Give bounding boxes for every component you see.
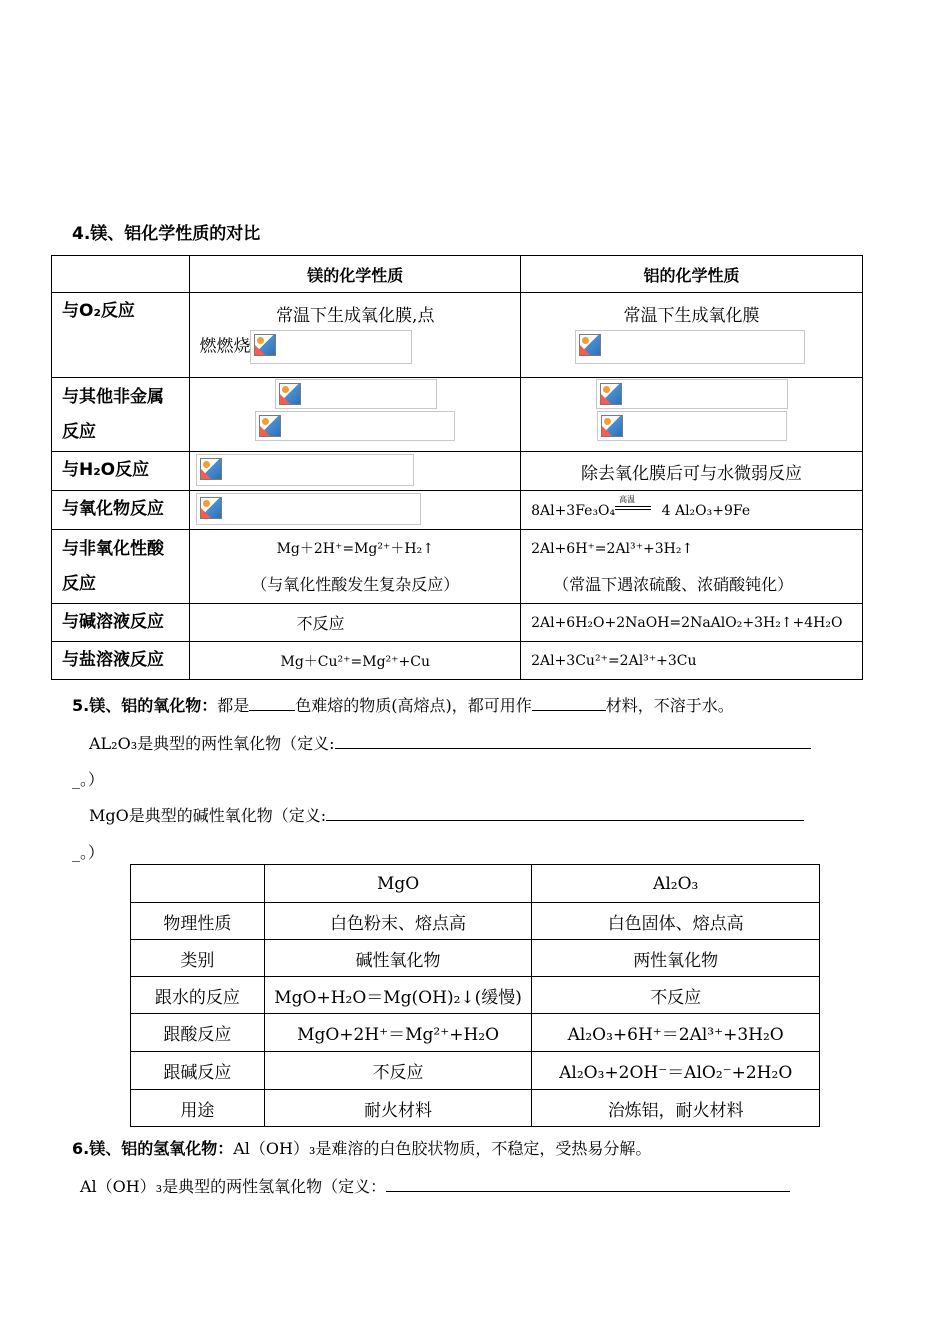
- table-row: 物理性质 白色粉末、熔点高 白色固体、熔点高: [131, 903, 820, 940]
- header-al: 铝的化学性质: [521, 256, 863, 293]
- al-base-eq: 2Al+6H₂O+2NaOH=2NaAlO₂+3H₂↑+4H₂O: [521, 604, 863, 642]
- row-label-oxide: 与氧化物反应: [52, 491, 190, 530]
- t2-header-mgo: MgO: [264, 865, 532, 903]
- broken-image-icon: [275, 379, 437, 409]
- blank-al2o3-definition[interactable]: [335, 732, 811, 749]
- table-row: 用途 耐火材料 治炼铝，耐火材料: [131, 1090, 820, 1127]
- table-row: [52, 491, 863, 530]
- broken-image-icon: [196, 493, 421, 525]
- al-water-text: 除去氧化膜后可与水微弱反应: [521, 452, 863, 491]
- table-row: 跟水的反应 MgO+H₂O＝Mg(OH)₂↓(缓慢) 不反应: [131, 977, 820, 1014]
- blank-material[interactable]: [532, 694, 606, 711]
- table-row: [52, 293, 863, 378]
- table-corner-cell: [52, 256, 190, 293]
- aloh3-definition-line: Al（OH）₃是典型的两性氢氧化物（定义：: [80, 1174, 790, 1197]
- blank-color[interactable]: [249, 694, 295, 711]
- mgo-definition-end: _。）: [72, 843, 105, 862]
- al-acid-note: （常温下遇浓硫酸、浓硝酸钝化）: [553, 574, 794, 594]
- row-label-acid-a: 与非氧化性酸: [62, 539, 164, 559]
- mg-o2-text: 常温下生成氧化膜,点: [276, 306, 435, 326]
- table-row: [52, 604, 863, 642]
- broken-image-icon: [196, 454, 414, 486]
- al-oxide-eq-left: 8Al+3Fe₃O₄: [531, 502, 616, 519]
- row-label-base: 与碱溶液反应: [52, 604, 190, 642]
- table-row: 类别 碱性氧化物 两性氧化物: [131, 940, 820, 977]
- section5-title: 5.镁、铝的氧化物：: [72, 696, 218, 715]
- broken-image-icon: [596, 379, 788, 409]
- table-row: 跟碱反应 不反应 Al₂O₃+2OH⁻＝AlO₂⁻+2H₂O: [131, 1052, 820, 1090]
- al-salt-eq: 2Al+3Cu²⁺=2Al³⁺+3Cu: [521, 642, 863, 680]
- t2-corner-cell: [131, 865, 265, 903]
- al2o3-definition-line: AL₂O₃是典型的两性氧化物（定义:: [89, 731, 811, 754]
- header-mg: 镁的化学性质: [190, 256, 521, 293]
- mgo-al2o3-table: [130, 864, 820, 1127]
- section6-title: 6.镁、铝的氢氧化物：: [72, 1139, 234, 1158]
- broken-image-icon: [255, 411, 455, 441]
- table-row: [52, 530, 863, 604]
- mg-o2-text-b: 燃燃烧: [199, 336, 251, 357]
- row-label-nonmetal-b: 反应: [62, 422, 96, 442]
- mg-acid-eq: Mg＋2H⁺=Mg²⁺＋H₂↑: [276, 540, 434, 557]
- broken-image-icon: [575, 330, 805, 364]
- table-row: [52, 452, 863, 491]
- mgo-definition-line: MgO是典型的碱性氧化物（定义:: [89, 803, 804, 826]
- mg-al-chemical-properties-table: [51, 255, 863, 680]
- al2o3-definition-end: _。）: [72, 770, 105, 789]
- section4-title: 4.镁、铝化学性质的对比: [72, 224, 261, 244]
- mg-base-text: 不反应: [190, 604, 521, 642]
- table-row: 跟酸反应 MgO+2H⁺＝Mg²⁺+H₂O Al₂O₃+6H⁺＝2Al³⁺+3H₂O: [131, 1014, 820, 1052]
- blank-mgo-definition[interactable]: [326, 804, 804, 821]
- broken-image-icon: [250, 330, 412, 364]
- row-label-o2: 与O₂反应: [52, 293, 190, 378]
- row-label-salt: 与盐溶液反应: [52, 642, 190, 680]
- row-label-nonmetal-a: 与其他非金属: [62, 387, 164, 407]
- t2-header-al2o3: Al₂O₃: [532, 865, 820, 903]
- table-row: [52, 642, 863, 680]
- al-acid-eq: 2Al+6H⁺=2Al³⁺+3H₂↑: [531, 540, 694, 557]
- al-o2-text: 常温下生成氧化膜: [623, 306, 760, 326]
- blank-aloh3-definition[interactable]: [386, 1175, 790, 1192]
- section6-intro: 6.镁、铝的氢氧化物：Al（OH）₃是难溶的白色胶状物质，不稳定，受热易分解。: [72, 1139, 652, 1158]
- al-oxide-eq-right: 4 Al₂O₃+9Fe: [661, 502, 751, 519]
- broken-image-icon: [597, 411, 787, 441]
- mg-salt-eq: Mg＋Cu²⁺=Mg²⁺+Cu: [190, 642, 521, 680]
- row-label-water: 与H₂O反应: [52, 452, 190, 491]
- mg-acid-note: （与氧化性酸发生复杂反应）: [251, 574, 460, 594]
- reaction-condition: 高温: [619, 494, 636, 504]
- row-label-acid-b: 反应: [62, 574, 96, 594]
- section5-intro: 5.镁、铝的氧化物：都是 色难熔的物质(高熔点)，都可用作 材料，不溶于水。: [72, 696, 734, 715]
- table-row: [52, 378, 863, 452]
